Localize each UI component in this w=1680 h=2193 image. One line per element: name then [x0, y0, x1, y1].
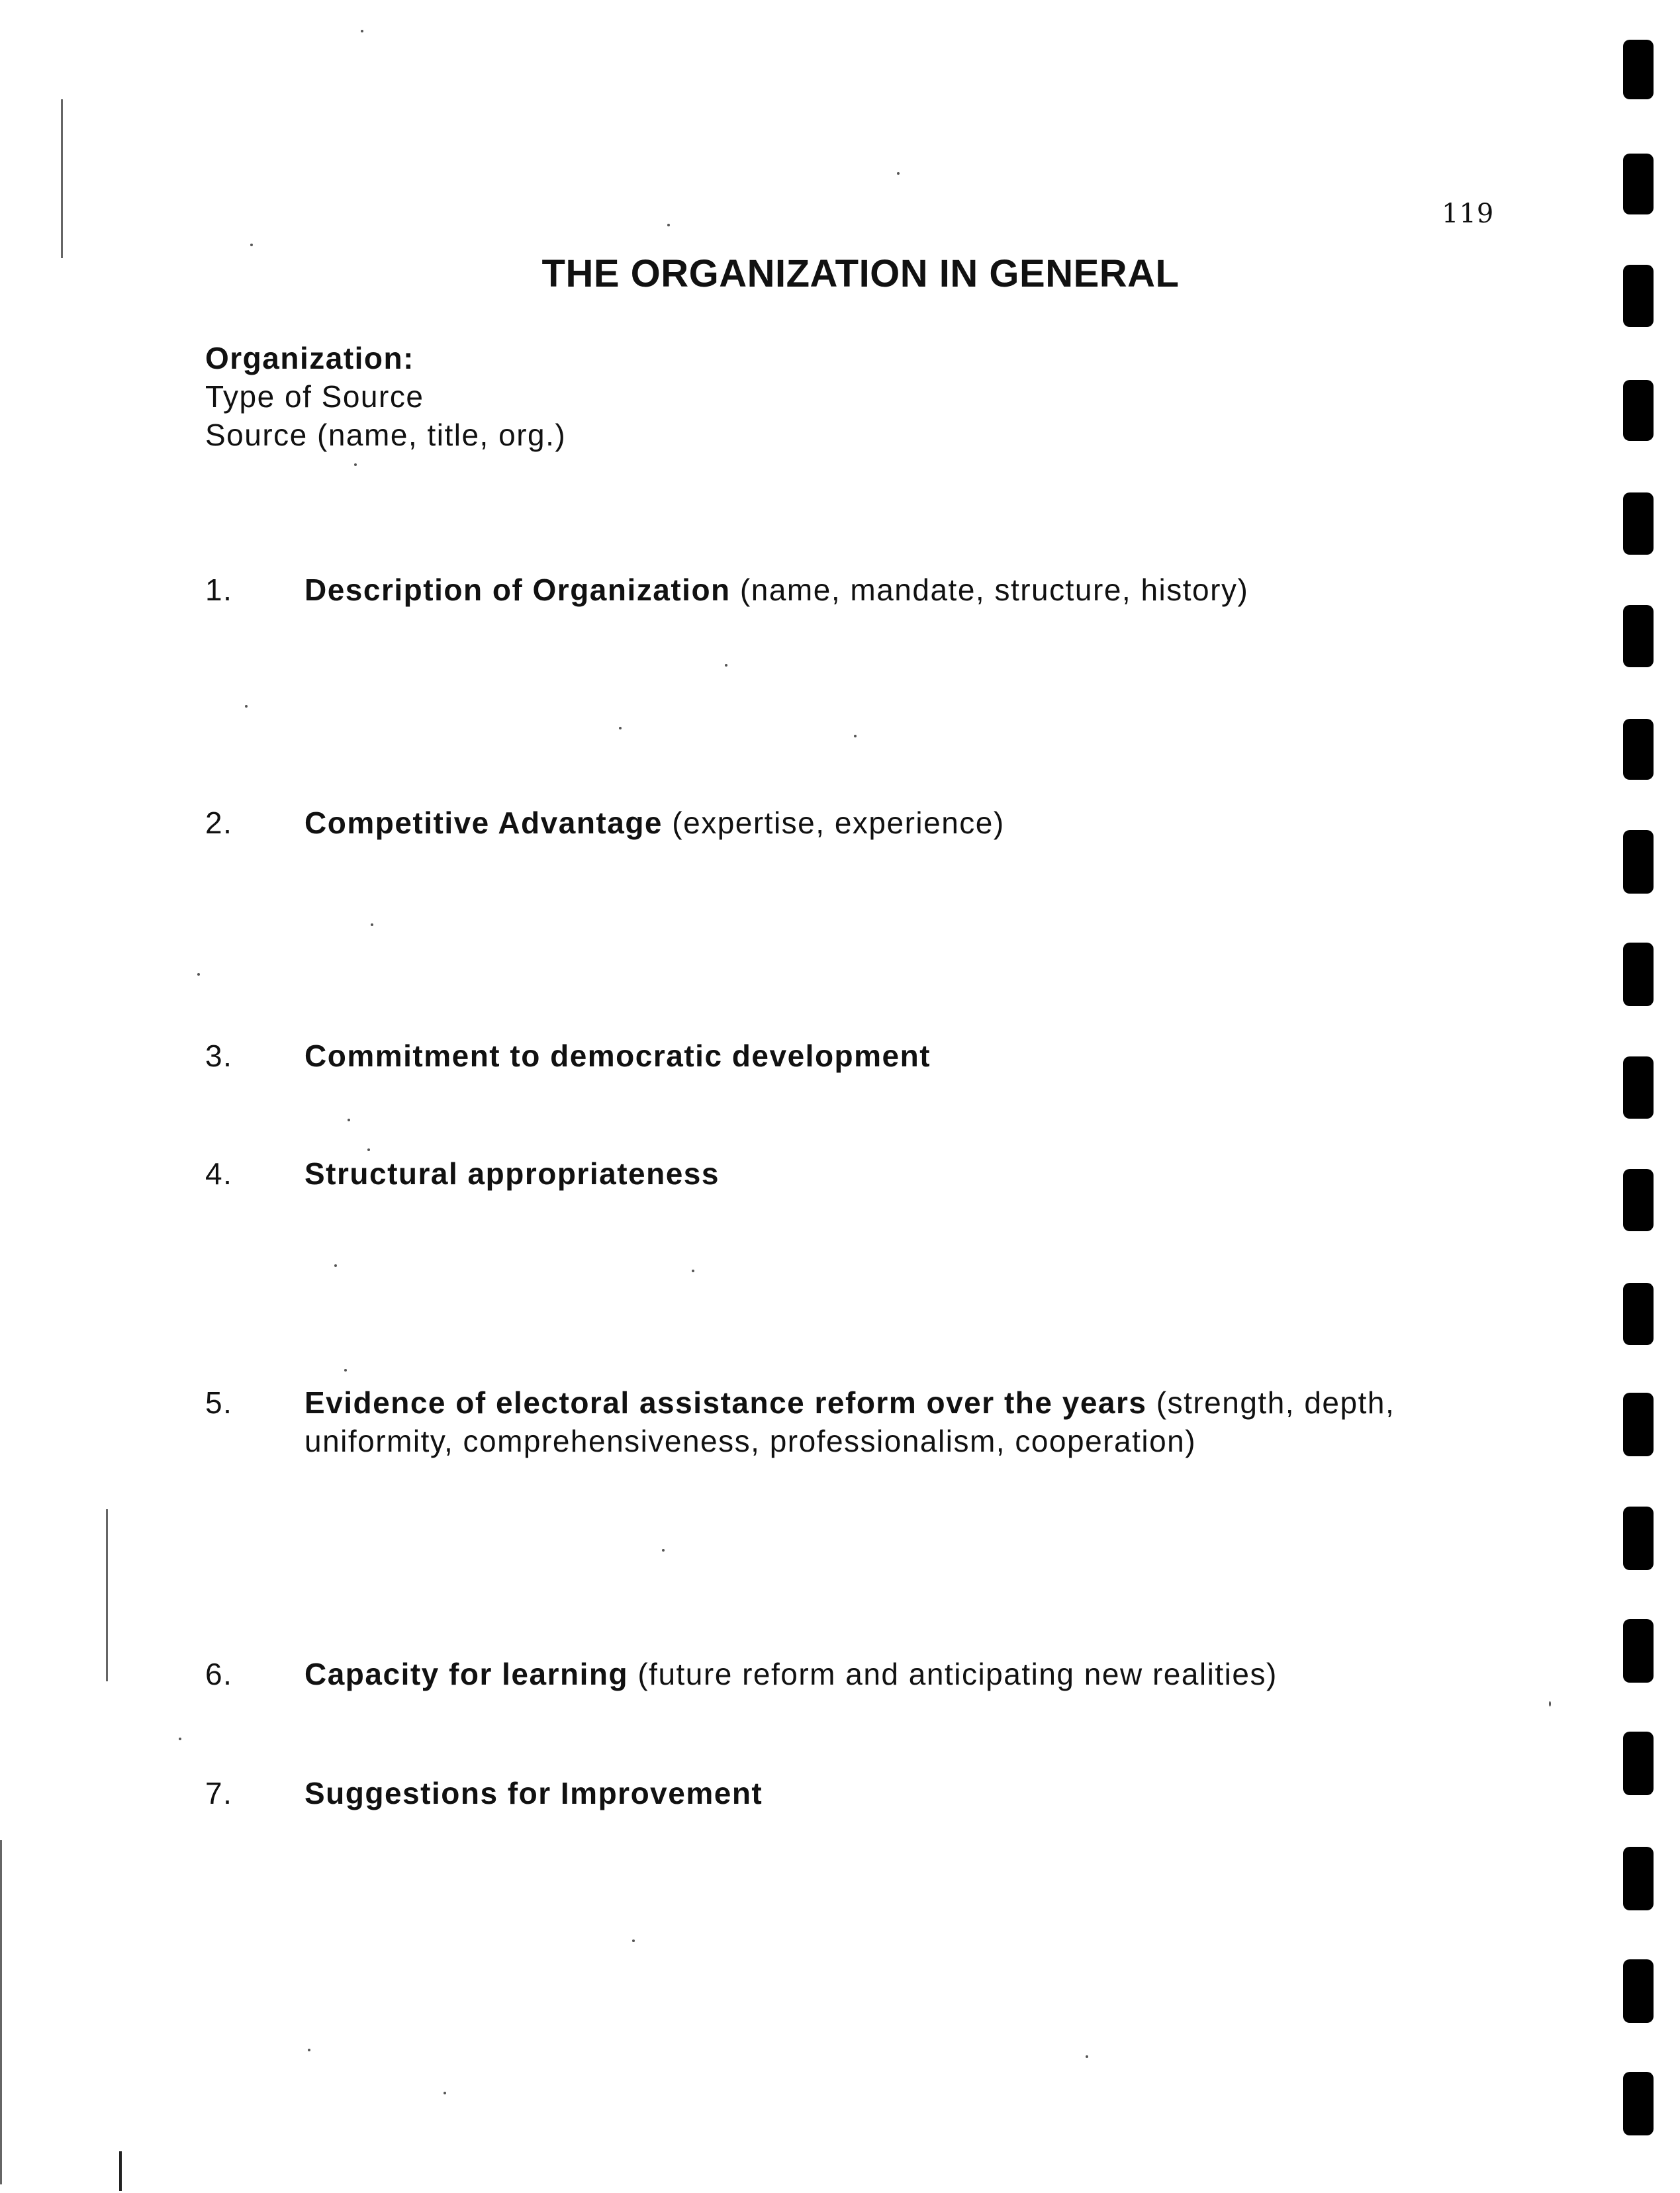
scan-speck — [344, 1369, 347, 1372]
binding-hole — [1623, 605, 1654, 667]
scan-speck — [179, 1738, 181, 1740]
binding-hole — [1623, 1619, 1654, 1683]
scan-speck — [334, 1264, 337, 1267]
item-number: 1. — [205, 573, 233, 607]
scan-speck — [348, 1119, 350, 1121]
scan-speck — [854, 735, 857, 737]
scan-speck — [632, 1939, 635, 1942]
scan-speck — [725, 664, 727, 667]
binding-hole — [1623, 40, 1654, 99]
scan-speck — [692, 1270, 694, 1272]
binding-hole — [1623, 943, 1654, 1006]
scan-speck — [443, 2092, 446, 2094]
organization-label: Organization: — [205, 341, 414, 375]
scan-speck — [354, 463, 357, 466]
binding-hole — [1623, 2072, 1654, 2135]
binding-hole — [1623, 1393, 1654, 1456]
item-number: 2. — [205, 806, 233, 840]
item-text — [304, 1655, 1463, 1693]
item-number: 6. — [205, 1657, 233, 1691]
binding-hole — [1623, 1169, 1654, 1231]
item-heading: Description of Organization — [304, 573, 731, 607]
scan-speck — [1549, 1701, 1551, 1706]
page-number: 119 — [1442, 199, 1495, 229]
left-edge-mark — [61, 99, 63, 258]
item-heading: Capacity for learning — [304, 1657, 629, 1691]
scan-speck — [619, 727, 622, 729]
item-heading: Competitive Advantage — [304, 806, 663, 840]
binding-hole — [1623, 1507, 1654, 1570]
item-text — [304, 1774, 1463, 1812]
binding-hole — [1623, 265, 1654, 327]
binding-hole — [1623, 1056, 1654, 1119]
source-header — [205, 339, 566, 454]
page-title: THE ORGANIZATION IN GENERAL — [541, 252, 1180, 295]
scan-speck — [662, 1549, 665, 1552]
type-of-source-label: Type of Source — [205, 379, 424, 414]
binding-hole — [1623, 1283, 1654, 1345]
item-number: 4. — [205, 1156, 233, 1191]
item-detail: (name, mandate, structure, history) — [730, 573, 1249, 607]
left-edge-mark — [0, 1840, 2, 2184]
item-heading: Commitment to democratic development — [304, 1039, 931, 1073]
binding-hole — [1623, 380, 1654, 441]
binding-hole — [1623, 719, 1654, 780]
item-detail: (expertise, experience) — [663, 806, 1005, 840]
item-text — [304, 571, 1463, 609]
scan-speck — [371, 923, 373, 926]
scan-speck — [897, 172, 900, 175]
binding-hole — [1623, 492, 1654, 555]
scan-speck — [308, 2049, 310, 2051]
binding-hole — [1623, 1847, 1654, 1910]
source-label: Source (name, title, org.) — [205, 418, 567, 452]
item-detail: (future reform and anticipating new realities) — [628, 1657, 1278, 1691]
left-edge-mark — [106, 1509, 108, 1681]
scan-speck — [245, 705, 248, 708]
item-detail: (strength, depth, uniformity, comprehensiveness, professionalism, cooperation) — [304, 1385, 1395, 1458]
binding-hole — [1623, 1732, 1654, 1795]
item-heading: Structural appropriateness — [304, 1156, 720, 1191]
item-number: 7. — [205, 1776, 233, 1810]
scan-speck — [250, 244, 253, 246]
item-number: 3. — [205, 1039, 233, 1073]
binding-hole — [1623, 830, 1654, 894]
scan-speck — [367, 1148, 370, 1151]
scan-speck — [1086, 2055, 1088, 2058]
scan-speck — [197, 973, 200, 976]
item-text — [304, 1383, 1463, 1460]
item-text — [304, 1037, 1463, 1075]
item-text — [304, 804, 1463, 842]
scan-speck — [361, 30, 363, 32]
item-text — [304, 1154, 1463, 1193]
item-heading: Suggestions for Improvement — [304, 1776, 763, 1810]
item-number: 5. — [205, 1385, 233, 1420]
left-edge-mark — [119, 2151, 122, 2191]
item-heading: Evidence of electoral assistance reform over the years — [304, 1385, 1147, 1420]
scan-speck — [667, 224, 670, 226]
binding-hole — [1623, 154, 1654, 214]
binding-hole — [1623, 1959, 1654, 2023]
